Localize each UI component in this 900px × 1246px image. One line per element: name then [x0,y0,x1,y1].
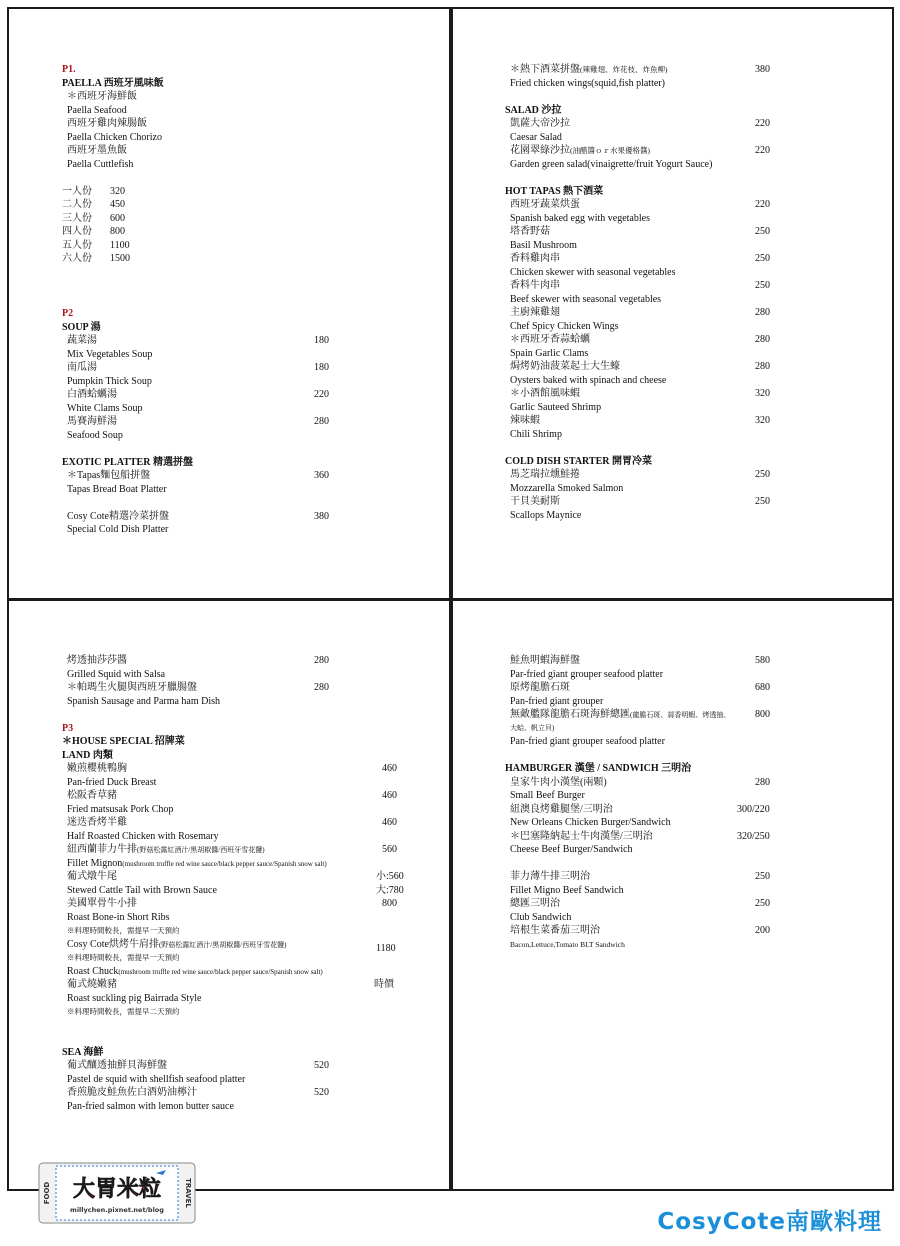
menu-page-burgers [451,599,894,1191]
hot-tapas-item-en: Garlic Sauteed Shrimp [510,401,602,413]
hot-tapas-item: ＊小酒館風味蝦 320 [510,388,770,399]
hot-tapas-item-en: Chili Shrimp [510,428,562,440]
soup-title: SOUP 湯 [62,321,101,333]
exotic-item: Cosy Cote精選冷菜拼盤 380 [67,510,329,522]
page-number-p2: P2 [62,308,74,319]
short-ribs-item: 美國單骨牛小排 800 [67,898,397,909]
page-number-p1: P1. [62,64,76,75]
sea-item-en: Pastel de squid with shellfish seafood platter [67,1073,246,1085]
burger-item: 皇家牛肉小漢堡(兩顆) 280 [510,776,770,788]
cold-dish-item-en: Scallops Maynice [510,509,582,521]
hot-tapas-item: 香料雞肉串 250 [510,253,770,264]
portion-row: 四人份 800 [62,226,125,237]
house-special-title: ＊HOUSE SPECIAL 招牌菜 [62,736,185,747]
land-item: 嫩煎櫻桃鴨胸 460 [67,763,397,774]
seafood-platter-item: 原烤龍膽石斑 680 [510,682,770,693]
menu-page-tapas [451,7,894,600]
land-item-en: Fillet Mignon(mushroom truffle red wine sauce/black pepper sauce/Spanish snow salt) [67,857,327,869]
logo-travel-text: TRAVEL [184,1178,192,1208]
burger-item-en: New Orleans Chicken Burger/Sandwich [510,817,671,828]
hot-tapas-item-en: Basil Mushroom [510,239,577,251]
chuck-item: Cosy Cote烘烤牛肩排(野菇松露紅酒汁/黑胡椒醬/西班牙雪花鹽) 1180 [67,938,396,954]
hot-tapas-title: HOT TAPAS 熱下酒菜 [505,185,604,197]
short-ribs-item-en: Roast Bone-in Short Ribs [67,911,170,923]
hot-platter-item: ＊熱下酒菜拼盤(辣雞翅、炸花枝、炸魚柳) 380 [510,64,770,75]
reservation-note: ※料理時間較長，需提早一天預約 [67,926,180,935]
sea-title: SEA 海鮮 [62,1046,104,1058]
paella-item: Paella Seafood [67,104,127,116]
cold-dish-item-en: Mozzarella Smoked Salmon [510,482,624,494]
grouper-platter-item: 無敵艦隊龍膽石斑海鮮總匯(龍膽石斑、蒜香明蝦、烤透抽、 800 [510,709,770,720]
sandwich-item-en: Bacon,Lettuce,Tomato BLT Sandwich [510,939,625,949]
ticket-logo-icon [38,1162,196,1224]
sea-item: 葡式釀透抽鮮貝海鮮盤 520 [67,1060,329,1071]
portion-row: 三人份 600 [62,212,125,224]
sandwich-item-en: Club Sandwich [510,911,572,923]
paella-item: 西班牙雞肉辣腸飯 [67,118,147,129]
hot-tapas-item: ＊西班牙香蒜蛤蠣 280 [510,334,770,345]
burger-item-en: Small Beef Burger [510,790,585,801]
paella-item: Paella Cuttlefish [67,158,134,170]
p2-section [62,307,329,537]
exotic-title: EXOTIC PLATTER 精選拼盤 [62,456,193,468]
sea-item-en: Pan-fried salmon with lemon butter sauce [67,1100,234,1112]
tapas-item: 烤透抽莎莎醬 280 [67,655,329,666]
tapas-item-en: Spanish Sausage and Parma ham Dish [67,695,221,707]
hot-tapas-item-en: Spain Garlic Clams [510,347,589,359]
salad-item: 花園翠綠沙拉(油醋醬ｏｒ水果優格醬) 220 [510,145,770,156]
salad-item-en: Garden green salad(vinaigrette/fruit Yogurt Sauce) [510,158,713,170]
salad-item-en: Caesar Salad [510,131,562,143]
land-item: 紐西蘭菲力牛排(野菇松露紅酒汁/黑胡椒醬/西班牙雪花鹽) 560 [67,844,397,855]
soup-item-en: Mix Vegetables Soup [67,348,153,360]
restaurant-brand [657,1203,882,1236]
hot-tapas-item-en: Chicken skewer with seasonal vegetables [510,266,676,278]
exotic-item: ＊Tapas麵包船拼盤 360 [67,470,329,481]
hot-tapas-item-en: Oysters baked with spinach and cheese [510,374,667,386]
sandwich-item: 菲力薄牛排三明治 250 [510,871,770,882]
salad-item: 凱薩大帝沙拉 220 [510,118,770,129]
soup-item-en: White Clams Soup [67,402,143,414]
brand-en: CosyCote [657,1209,786,1235]
paella-section [62,63,164,266]
portion-row: 五人份 1100 [62,239,130,251]
suckling-pig-item-en: Roast suckling pig Bairrada Style [67,992,202,1004]
logo-title: 大胃米粒 [72,1177,162,1202]
chuck-item-en: Roast Chuck(mushroom truffle red wine sauce/black pepper sauce/Spanish snow salt) [67,965,323,977]
paella-item: 西班牙墨魚飯 [67,145,127,156]
suckling-pig-item: 葡式燒嫩豬 時價 [67,979,394,990]
exotic-item-en: Tapas Bread Boat Platter [67,483,167,495]
paella-title: PAELLA 西班牙風味飯 [62,77,164,89]
land-item-en: Fried matsusak Pork Chop [67,803,174,815]
tapas-section [505,63,770,522]
land-item: 松阪香草豬 460 [67,790,397,801]
hot-tapas-item: 西班牙蔬菜烘蛋 220 [510,199,770,210]
paella-item: Paella Chicken Chorizo [67,131,162,143]
oxtail-item-en: Stewed Cattle Tail with Brown Sauce 大:780 [67,884,404,896]
land-item-en: Half Roasted Chicken with Rosemary [67,830,219,842]
brand-zh: 南歐料理 [786,1209,882,1235]
paella-item: ＊西班牙海鮮飯 [67,91,137,102]
logo-url: millychen.pixnet.net/blog [70,1206,164,1214]
cold-dish-title: COLD DISH STARTER 開胃冷菜 [505,455,652,467]
burger-item: 紐澳良烤雞腿堡/三明治 300/220 [510,803,770,815]
grouper-platter-note: 大蛤、帆立貝) [510,723,555,732]
hot-tapas-item: 塔香野菇 250 [510,226,770,237]
burger-item-en: Cheese Beef Burger/Sandwich [510,844,633,855]
menu-page-p1-p2 [7,7,451,600]
salad-title: SALAD 沙拉 [505,104,562,116]
menu-page-p3 [7,599,451,1191]
portion-row: 六人份 1500 [62,253,130,264]
portion-row: 二人份 450 [62,199,125,210]
hot-tapas-item: 主廚辣雞翅 280 [510,307,770,318]
land-item: 迷迭香烤半雞 460 [67,817,397,828]
soup-item: 蔬菜湯 180 [67,335,329,346]
blog-logo [38,1162,196,1224]
sandwich-item: 總匯三明治 250 [510,898,770,909]
burger-title: HAMBURGER 漢堡 / SANDWICH 三明治 [505,763,692,774]
hot-platter-item-en: Fried chicken wings(squid,fish platter) [510,77,665,89]
hot-tapas-item-en: Beef skewer with seasonal vegetables [510,293,662,305]
logo-food-text: FOOD [43,1181,51,1205]
oxtail-item: 葡式燉牛尾 小:560 [67,871,404,882]
hot-tapas-item: 香料牛肉串 250 [510,280,770,291]
exotic-item-en: Special Cold Dish Platter [67,524,169,535]
grouper-platter-item-en: Pan-fried giant grouper seafood platter [510,736,665,747]
soup-item-en: Seafood Soup [67,429,123,441]
soup-item: 白酒蛤蠣湯 220 [67,389,329,400]
hot-tapas-item: 辣味蝦 320 [510,415,770,426]
portion-row: 一人份 320 [62,185,125,197]
burger-item: ＊巴塞隆納起士牛肉漢堡/三明治 320/250 [510,830,770,842]
cold-dish-item: 干貝美耐斯 250 [510,496,770,507]
tapas-item: ＊帕瑪生火腿與西班牙臘腸盤 280 [67,682,329,693]
soup-item: 馬賽海鮮湯 280 [67,416,329,427]
soup-item-en: Pumpkin Thick Soup [67,375,152,387]
hot-tapas-item-en: Chef Spicy Chicken Wings [510,320,619,332]
reservation-note: ※料理時間較長，需提早一天預約 [67,953,180,962]
sandwich-item-en: Fillet Migno Beef Sandwich [510,884,624,896]
seafood-platter-item-en: Par-fried giant grouper seafood platter [510,668,664,680]
cold-dish-item: 馬芝瑞拉燻鮭捲 250 [510,469,770,480]
sea-item: 香煎脆皮鮭魚佐白酒奶油檸汁 520 [67,1087,329,1098]
reservation-note: ※料理時間較長，需提早二天預約 [67,1007,180,1016]
page-number-p3: P3 [62,722,74,734]
hot-tapas-item: 焗烤奶油菠菜起士大生蠔 280 [510,361,770,372]
p3-section [62,654,404,1113]
seafood-platter-item-en: Pan-fried giant grouper [510,695,604,707]
sandwich-item: 培根生菜番茄三明治 200 [510,925,770,936]
soup-item: 南瓜湯 180 [67,362,329,373]
tapas-item-en: Grilled Squid with Salsa [67,668,166,680]
land-item-en: Pan-fried Duck Breast [67,776,157,788]
hot-tapas-item-en: Spanish baked egg with vegetables [510,212,650,224]
seafood-platter-item: 鮭魚明蝦海鮮盤 580 [510,655,770,666]
burger-section [505,654,770,951]
land-title: LAND 肉類 [62,749,113,761]
